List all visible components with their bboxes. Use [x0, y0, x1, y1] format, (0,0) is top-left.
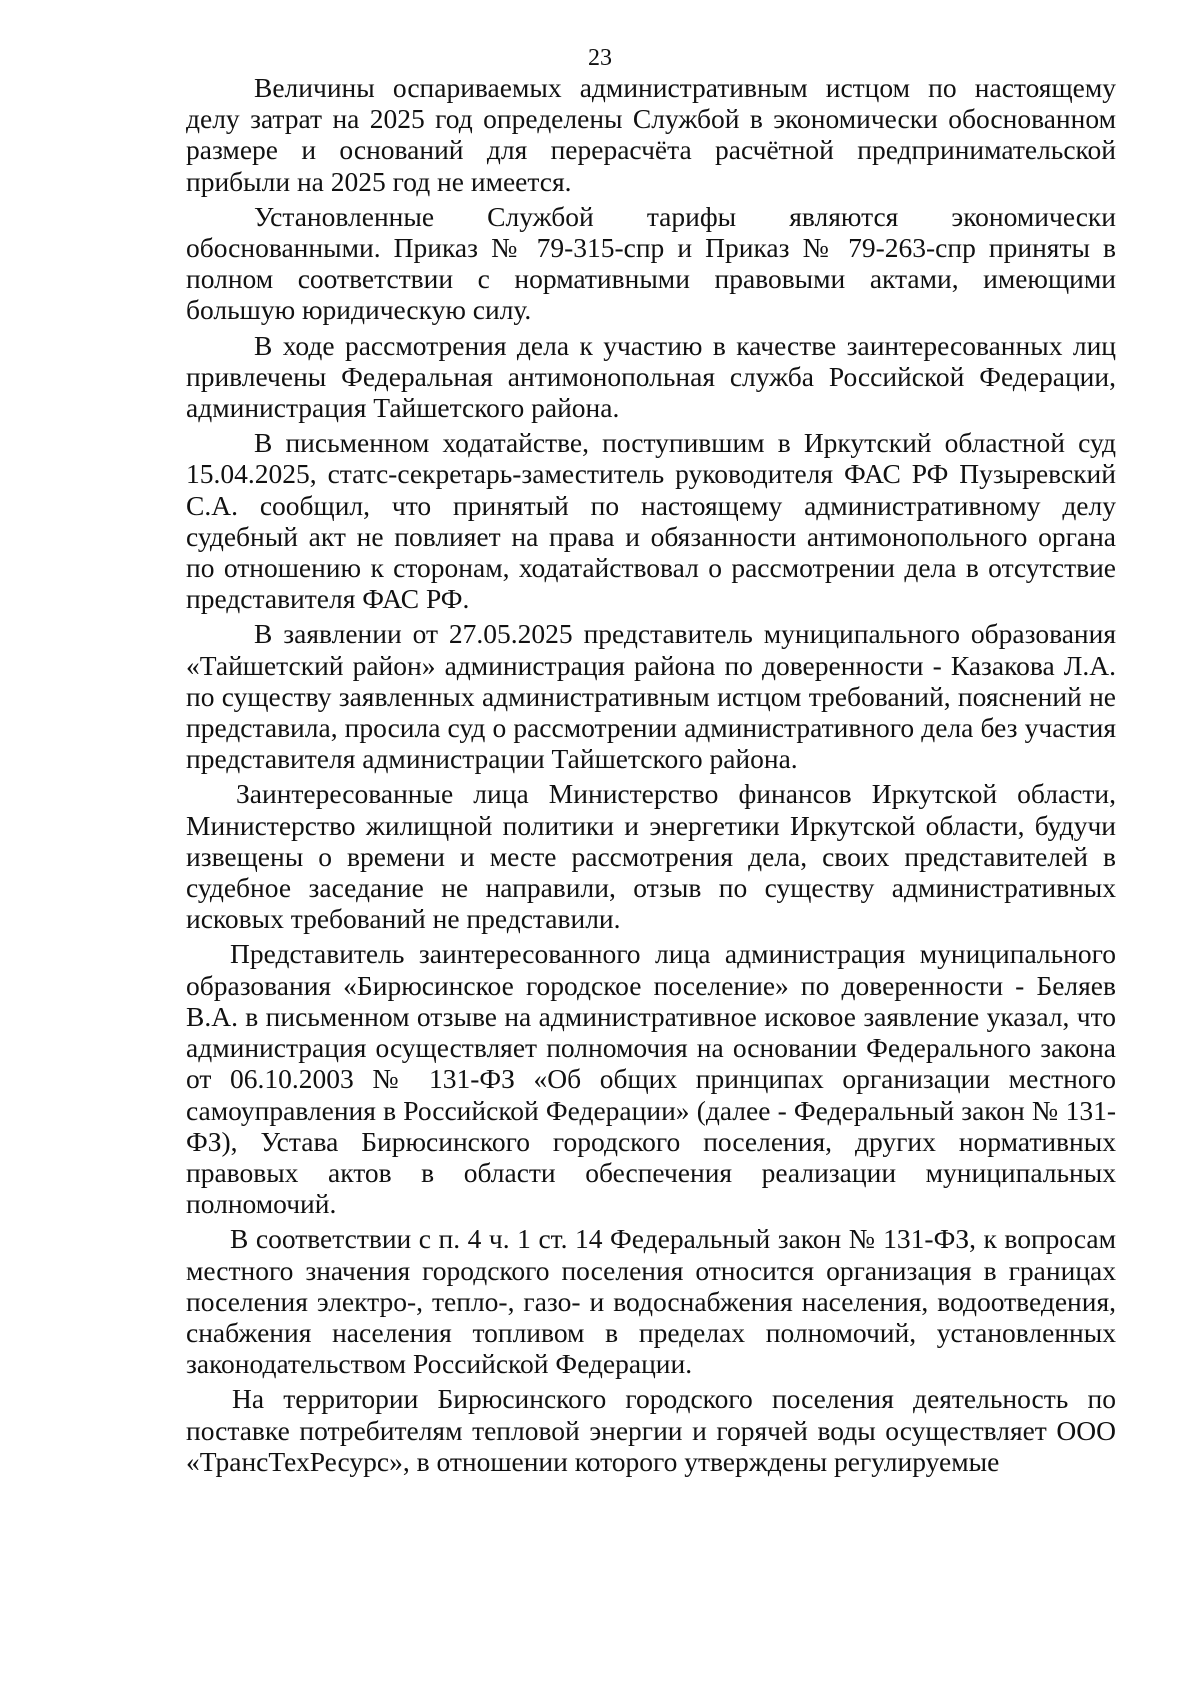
page-number: 23 [588, 45, 612, 71]
paragraph-8: В соответствии с п. 4 ч. 1 ст. 14 Федеральный закон № 131-ФЗ, к вопросам местного значения городского поселения относится организация в границах поселения электро-, тепло-, газо- и водоснабжения населения, водоотведения, снабжения населения топливом в пределах полномочий, установленных законодательством Российской Федерации. [186, 1223, 1116, 1380]
paragraph-3: В ходе рассмотрения дела к участию в качестве заинтересованных лиц привлечены Федеральная антимонопольная служба Российской Федерации, администрация Тайшетского района. [186, 329, 1116, 424]
paragraph-7: Представитель заинтересованного лица администрация муниципального образования «Бирюсинское городское поселение» по доверенности - Беляев В.А. в письменном отзыве на административное исковое заявление указал, что администрация осуществляет полномочия на основании Федерального закона от 06.10.2003 № 131-ФЗ «Об общих принципах организации местного самоуправления в Российской Федерации» (далее - Федеральный закон № 131-ФЗ), Устава Бирюсинского городского поселения, других нормативных правовых актов в области обеспечения реализации муниципальных полномочий. [186, 938, 1116, 1220]
paragraph-2: Установленные Службой тарифы являются экономически обоснованными. Приказ № 79-315-спр и Приказ № 79-263-спр приняты в полном соответствии с нормативными правовыми актами, имеющими большую юридическую силу. [186, 200, 1116, 326]
document-body [186, 72, 1116, 1477]
paragraph-4: В письменном ходатайстве, поступившим в Иркутский областной суд 15.04.2025, статс-секретарь-заместитель руководителя ФАС РФ Пузыревский С.А. сообщил, что принятый по настоящему административному делу судебный акт не повлияет на права и обязанности антимонопольного органа по отношению к сторонам, ходатайствовал о рассмотрении дела в отсутствие представителя ФАС РФ. [186, 427, 1116, 615]
paragraph-9: На территории Бирюсинского городского поселения деятельность по поставке потребителям тепловой энергии и горячей воды осуществляет ООО «ТрансТехРесурс», в отношении которого утверждены регулируемые [186, 1383, 1116, 1477]
paragraph-1: Величины оспариваемых административным истцом по настоящему делу затрат на 2025 год определены Службой в экономически обоснованном размере и оснований для перерасчёта расчётной предпринимательской прибыли на 2025 год не имеется. [186, 72, 1116, 197]
paragraph-6: Заинтересованные лица Министерство финансов Иркутской области, Министерство жилищной политики и энергетики Иркутской области, будучи извещены о времени и месте рассмотрения дела, своих представителей в судебное заседание не направили, отзыв по существу административных исковых требований не представили. [186, 778, 1116, 935]
paragraph-5: В заявлении от 27.05.2025 представитель муниципального образования «Тайшетский район» администрация района по доверенности - Казакова Л.А. по существу заявленных административным истцом требований, пояснений не представила, просила суд о рассмотрении административного дела без участия представителя администрации Тайшетского района. [186, 618, 1116, 775]
